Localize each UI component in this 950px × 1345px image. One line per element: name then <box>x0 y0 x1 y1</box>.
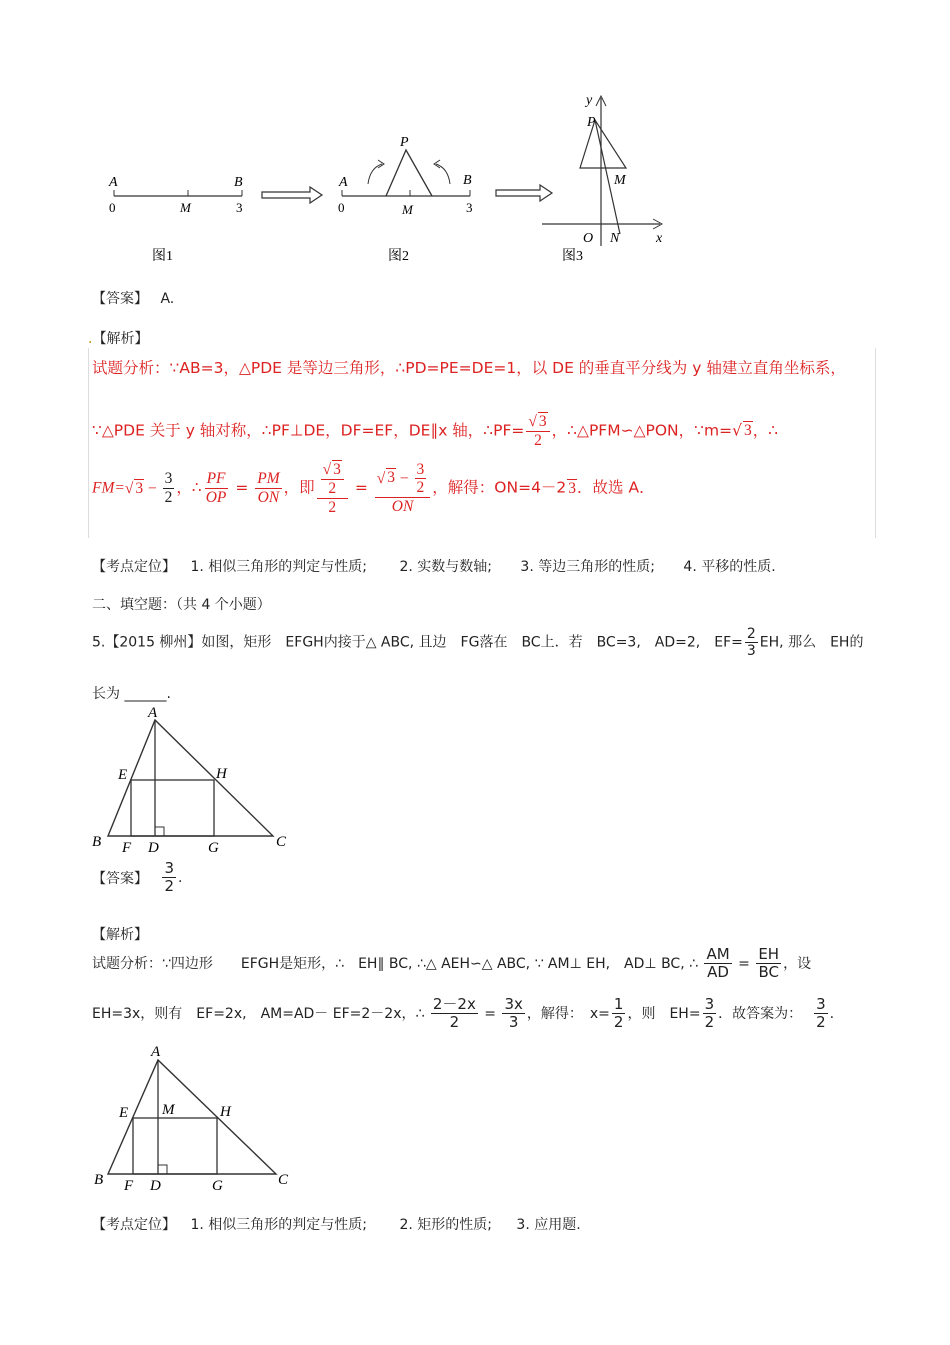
label-O: O <box>583 231 594 246</box>
q5-analysis-tag: 【解析】 <box>92 927 148 943</box>
q5-kaodian: 【考点定位】 1. 相似三角形的判定与性质; 2. 矩形的性质; 3. 应用题. <box>92 1217 581 1233</box>
q5-solution-line-1: 试题分析：∵四边形 EFGH是矩形，∴ EH∥ BC, ∴△ AEH∽△ ABC, ∵ AM⊥ EH, AD⊥ BC, ∴ $\frac{AM}{AD}$ = $\frac{EH}{BC}$ ，设 <box>92 945 812 982</box>
svg-text:A: A <box>148 705 158 721</box>
svg-text:M: M <box>162 1102 175 1118</box>
q4-analysis-tag: .【解析】 <box>88 331 149 347</box>
label-P: P <box>587 115 596 130</box>
analysis-line-1: 试题分析：∵AB=3，△PDE 是等边三角形，∴PD=PE=DE=1，以 DE 的垂直平分线为 y 轴建立直角坐标系， <box>92 359 846 377</box>
label-3: 3 <box>466 200 473 215</box>
svg-text:D: D <box>148 840 159 856</box>
label-M: M <box>180 200 191 215</box>
q4-analysis-box <box>88 348 876 538</box>
label-0: 0 <box>338 200 345 215</box>
svg-text:F: F <box>122 840 132 856</box>
label-P: P <box>400 135 409 150</box>
figure-1 <box>108 175 243 264</box>
label-y: y <box>586 93 593 108</box>
svg-text:B: B <box>94 1172 104 1188</box>
caption-1: 图1 <box>152 249 173 264</box>
label-B: B <box>463 173 472 188</box>
q5-stem: 5.【2015 柳州】如图，矩形 EFGH内接于△ ABC, 且边 FG落在 BC上．若 BC=3, AD=2, EF= $\frac{2}{3}$ EH, 那么 EH的 <box>92 626 864 660</box>
svg-text:D: D <box>150 1178 161 1194</box>
svg-text:C: C <box>276 834 287 850</box>
svg-text:G: G <box>208 840 219 856</box>
svg-text:E: E <box>118 767 128 783</box>
svg-text:H: H <box>220 1104 231 1120</box>
analysis-line-2: ∵△PDE 关于 y 轴对称，∴PF⊥DE，DF=EF，DE∥x 轴，∴PF= $\frac{√ 3}{2}$ ，∴△PFM∽△PON，∵m=√ 3，∴ <box>92 413 779 449</box>
section-heading: 二、填空题：（共 4 个小题） <box>92 597 271 613</box>
q5-solution-line-2: EH=3x，则有 EF=2x, AM=AD－ EF=2－2x，∴ $\frac{2-2x}{2}$ = $\frac{3x}{3}$ ，解得： x= $\frac{1}{2}$ ，则 EH= $\frac{3}{2}$ ．故答案为： $\frac{3}{2}$ . <box>92 995 835 1032</box>
label-N: N <box>610 231 620 246</box>
q5-answer: 【答案】 $\frac{3}{2}$ . <box>92 859 183 896</box>
caption-2: 图2 <box>388 249 409 264</box>
label-3: 3 <box>236 200 243 215</box>
svg-text:H: H <box>216 766 227 782</box>
label-M: M <box>614 173 626 188</box>
label-x: x <box>656 231 663 246</box>
label-B: B <box>234 175 243 190</box>
q5-figure <box>88 700 298 860</box>
svg-text:G: G <box>212 1178 223 1194</box>
svg-text:E: E <box>119 1105 129 1121</box>
q4-kaodian: 【考点定位】 1. 相似三角形的判定与性质; 2. 实数与数轴; 3. 等边三角形的性质; 4. 平移的性质. <box>92 559 776 575</box>
q5-solution-figure <box>88 1040 298 1200</box>
label-A: A <box>339 175 348 190</box>
top-figures <box>100 88 680 268</box>
arrow-1 <box>262 187 322 203</box>
figure-3 <box>542 93 663 264</box>
arrow-2 <box>496 185 552 201</box>
svg-text:F: F <box>124 1178 134 1194</box>
svg-text:B: B <box>92 834 102 850</box>
svg-text:C: C <box>278 1172 289 1188</box>
q5-stem-cont: 长为 ______. <box>92 686 171 702</box>
analysis-line-3: FM=√ 3 − $\frac{3}{2}$ ，∴ $\frac{PF}{OP}$ = $\frac{PM}{ON}$ ，即 $\frac{\frac{√ 3}{2}}{2}$ = √ 3 − $\frac{3}{2}$ ON ，解得：ON=4－2 3．故选 A． <box>92 460 655 516</box>
answer-value: A. <box>160 291 175 307</box>
label-0: 0 <box>109 200 116 215</box>
answer-tag: 【答案】 <box>92 291 148 307</box>
label-M: M <box>402 202 413 217</box>
caption-3: 图3 <box>562 249 583 264</box>
figure-2 <box>338 135 473 264</box>
label-A: A <box>109 175 118 190</box>
svg-text:A: A <box>151 1044 161 1060</box>
q4-answer <box>92 288 174 308</box>
